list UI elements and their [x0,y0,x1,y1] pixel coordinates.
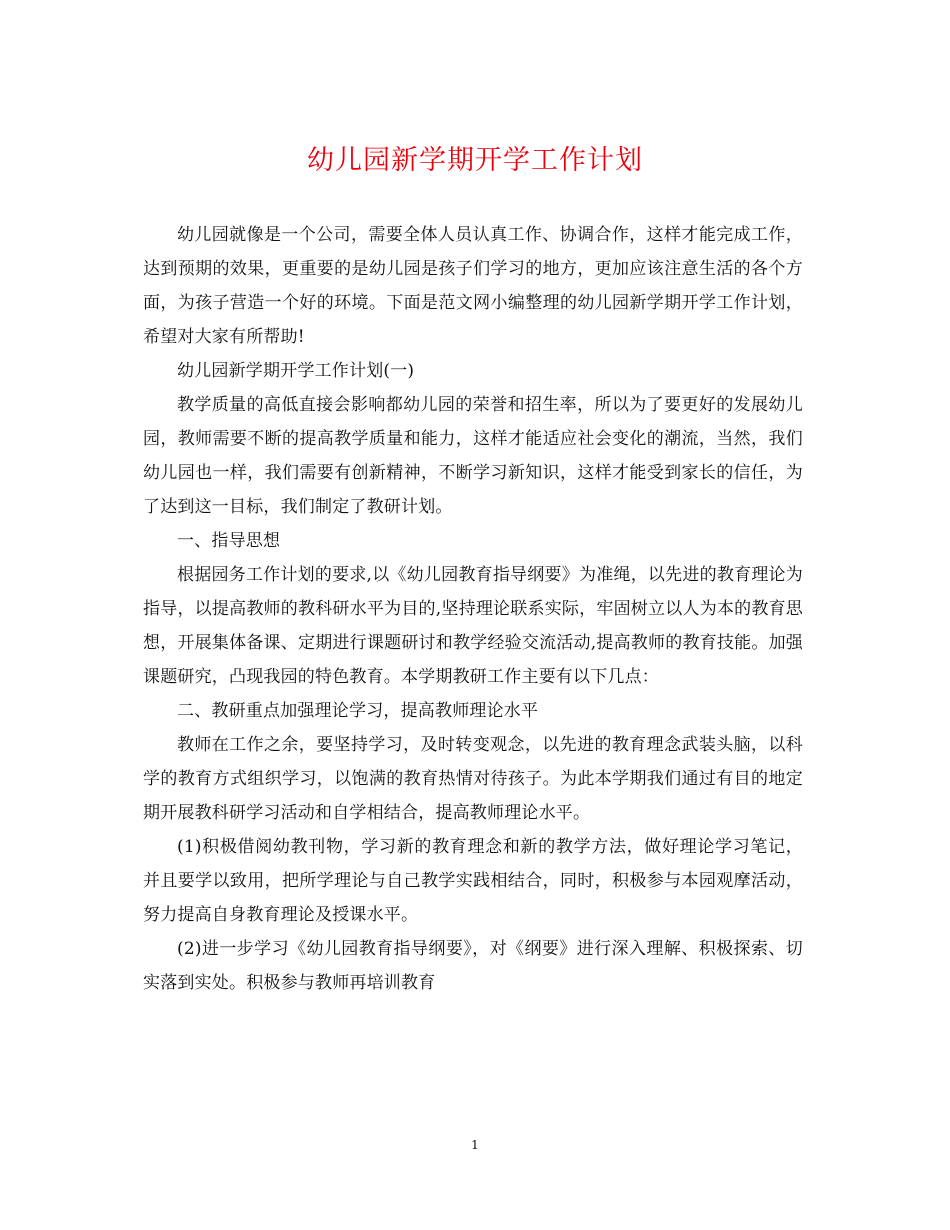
section-heading-guiding-thought: 一、指导思想 [177,531,281,551]
intro-paragraph: 幼儿园就像是一个公司，需要全体人员认真工作、协调合作，这样才能完成工作，达到预期的效果，更重要的是幼儿园是孩子们学习的地方，更加应该注意生活的各个方面，为孩子营造一个好的环境。下面是范文网小编整理的幼儿园新学期开学工作计划，希望对大家有所帮助! [143,225,803,347]
research-focus-paragraph: 教师在工作之余，要坚持学习，及时转变观念，以先进的教育理念武装头脑，以科学的教育方式组织学习，以饱满的教育热情对待孩子。为此本学期我们通过有目的地定期开展教科研学习活动和自学相结合，提高教师理论水平。 [143,735,803,823]
teaching-quality-paragraph: 教学质量的高低直接会影响都幼儿园的荣誉和招生率，所以为了要更好的发展幼儿园，教师需要不断的提高教学质量和能力，这样才能适应社会变化的潮流，当然，我们幼儿园也一样，我们需要有创新精神，不断学习新知识，这样才能受到家长的信任，为了达到这一目标，我们制定了教研计划。 [143,395,803,517]
page-number: 1 [471,1138,479,1152]
document-body [143,218,803,1000]
guiding-thought-paragraph: 根据园务工作计划的要求,以《幼儿园教育指导纲要》为准绳，以先进的教育理论为指导，以提高教师的教科研水平为目的,坚持理论联系实际，牢固树立以人为本的教育思想，开展集体备课、定期进行课题研讨和教学经验交流活动,提高教师的教育技能。加强课题研究，凸现我园的特色教育。本学期教研工作主要有以下几点： [143,565,803,687]
section-heading-plan-one: 幼儿园新学期开学工作计划(一) [177,361,415,381]
list-item-two: (2)进一步学习《幼儿园教育指导纲要》，对《纲要》进行深入理解、积极探索、切实落到实处。积极参与教师再培训教育 [143,939,803,993]
list-item-one: (1)积极借阅幼教刊物，学习新的教育理念和新的教学方法，做好理论学习笔记，并且要学以致用，把所学理论与自己教学实践相结合，同时，积极参与本园观摩活动，努力提高自身教育理论及授课水平。 [143,837,803,925]
section-heading-research-focus: 二、教研重点加强理论学习，提高教师理论水平 [177,701,539,721]
document-title: 幼儿园新学期开学工作计划 [307,145,643,176]
